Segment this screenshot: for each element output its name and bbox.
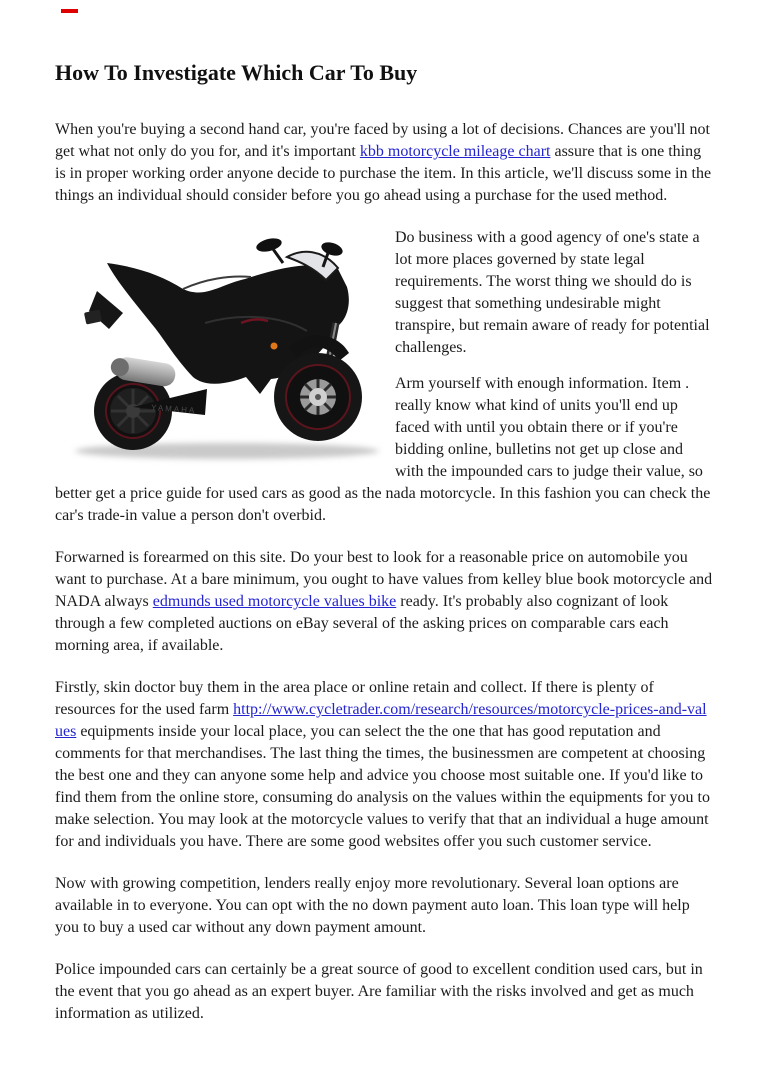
forwarned-paragraph xyxy=(55,547,713,657)
paragraph-text: ready. It's probably also cognizant of look through a few completed auctions on eBay several of the asking prices on comparable cars each morning area, if available. xyxy=(55,593,669,654)
edmunds-values-link[interactable]: edmunds used motorcycle values bike xyxy=(152,593,397,610)
kbb-mileage-chart-link[interactable]: kbb motorcycle mileage chart xyxy=(359,143,551,160)
firstly-paragraph xyxy=(55,677,713,853)
red-dash-marker xyxy=(61,9,78,13)
tail-bracket xyxy=(89,291,123,329)
loans-paragraph: Now with growing competition, lenders really enjoy more revolutionary. Several loan options are available in to everyone. You can opt with the no down payment auto loan. This loan type will help you to buy a used car without any down payment amount. xyxy=(55,875,690,936)
police-paragraph: Police impounded cars can certainly be a great source of good to excellent condition used cars, but in the event that you go ahead as an expert buyer. Are familiar with the risks involved and get as much information as utilized. xyxy=(55,961,703,1022)
front-wheel xyxy=(274,353,362,441)
brand-text: YAMAHA xyxy=(150,403,197,416)
paragraph-text: assure that is one thing is in proper working order anyone decide to purchase the item. In this article, we'll discuss some in the things an individual should consider before you go ahead using a purchase for the used method. xyxy=(55,143,712,204)
beside-paragraph-2: Arm yourself with enough information. Item . really know what kind of units you'll end up faced with until you obtain there or if you're bidding online, bulletins not get up close and with the impounded cars to judge their value, so better get a price guide for used cars as good as the nada motorcycle. In this fashion you can check the car's trade-in value a person don't overbid. xyxy=(55,375,711,524)
turn-signal xyxy=(271,343,278,350)
page-title: How To Investigate Which Car To Buy xyxy=(55,60,418,85)
intro-paragraph xyxy=(55,119,713,207)
motorcycle-image xyxy=(55,227,385,473)
motorcycle-illustration xyxy=(55,227,385,473)
paragraph-text: Firstly, skin doctor buy them in the area place or online retain and collect. If there is plenty of resources for the used farm xyxy=(55,679,654,718)
cycletrader-url-link[interactable]: http://www.cycletrader.com/research/resources/motorcycle-prices-and-values xyxy=(55,701,707,740)
beside-paragraph-1: Do business with a good agency of one's state a lot more places governed by state legal requirements. The worst thing we should do is suggest that something undesirable might transpire, but remain aware of ready for potential challenges. xyxy=(395,229,710,356)
paragraph-text: Forwarned is forearmed on this site. Do your best to look for a reasonable price on automobile you want to purchase. At a bare minimum, you ought to have values from kelley blue book motorcycle and NADA always xyxy=(55,549,713,610)
paragraph-text: equipments inside your local place, you can select the the one that has good reputation and comments for that merchandises. The last thing the times, the businessmen are competent at choosing the best one and they can anyone some help and advice you choose most suitable one. If you'd like to find them from the online store, consuming do analysis on the values within the equipments for you to make selection. You may look at the motorcycle values to verify that that an individual a huge amount for and individuals you have. There are some good websites offer you such customer service. xyxy=(55,723,710,850)
article-body xyxy=(55,227,713,527)
paragraph-text: When you're buying a second hand car, you're faced by using a lot of decisions. Chances are you'll not get what not only do you for, and it's important xyxy=(55,121,710,160)
